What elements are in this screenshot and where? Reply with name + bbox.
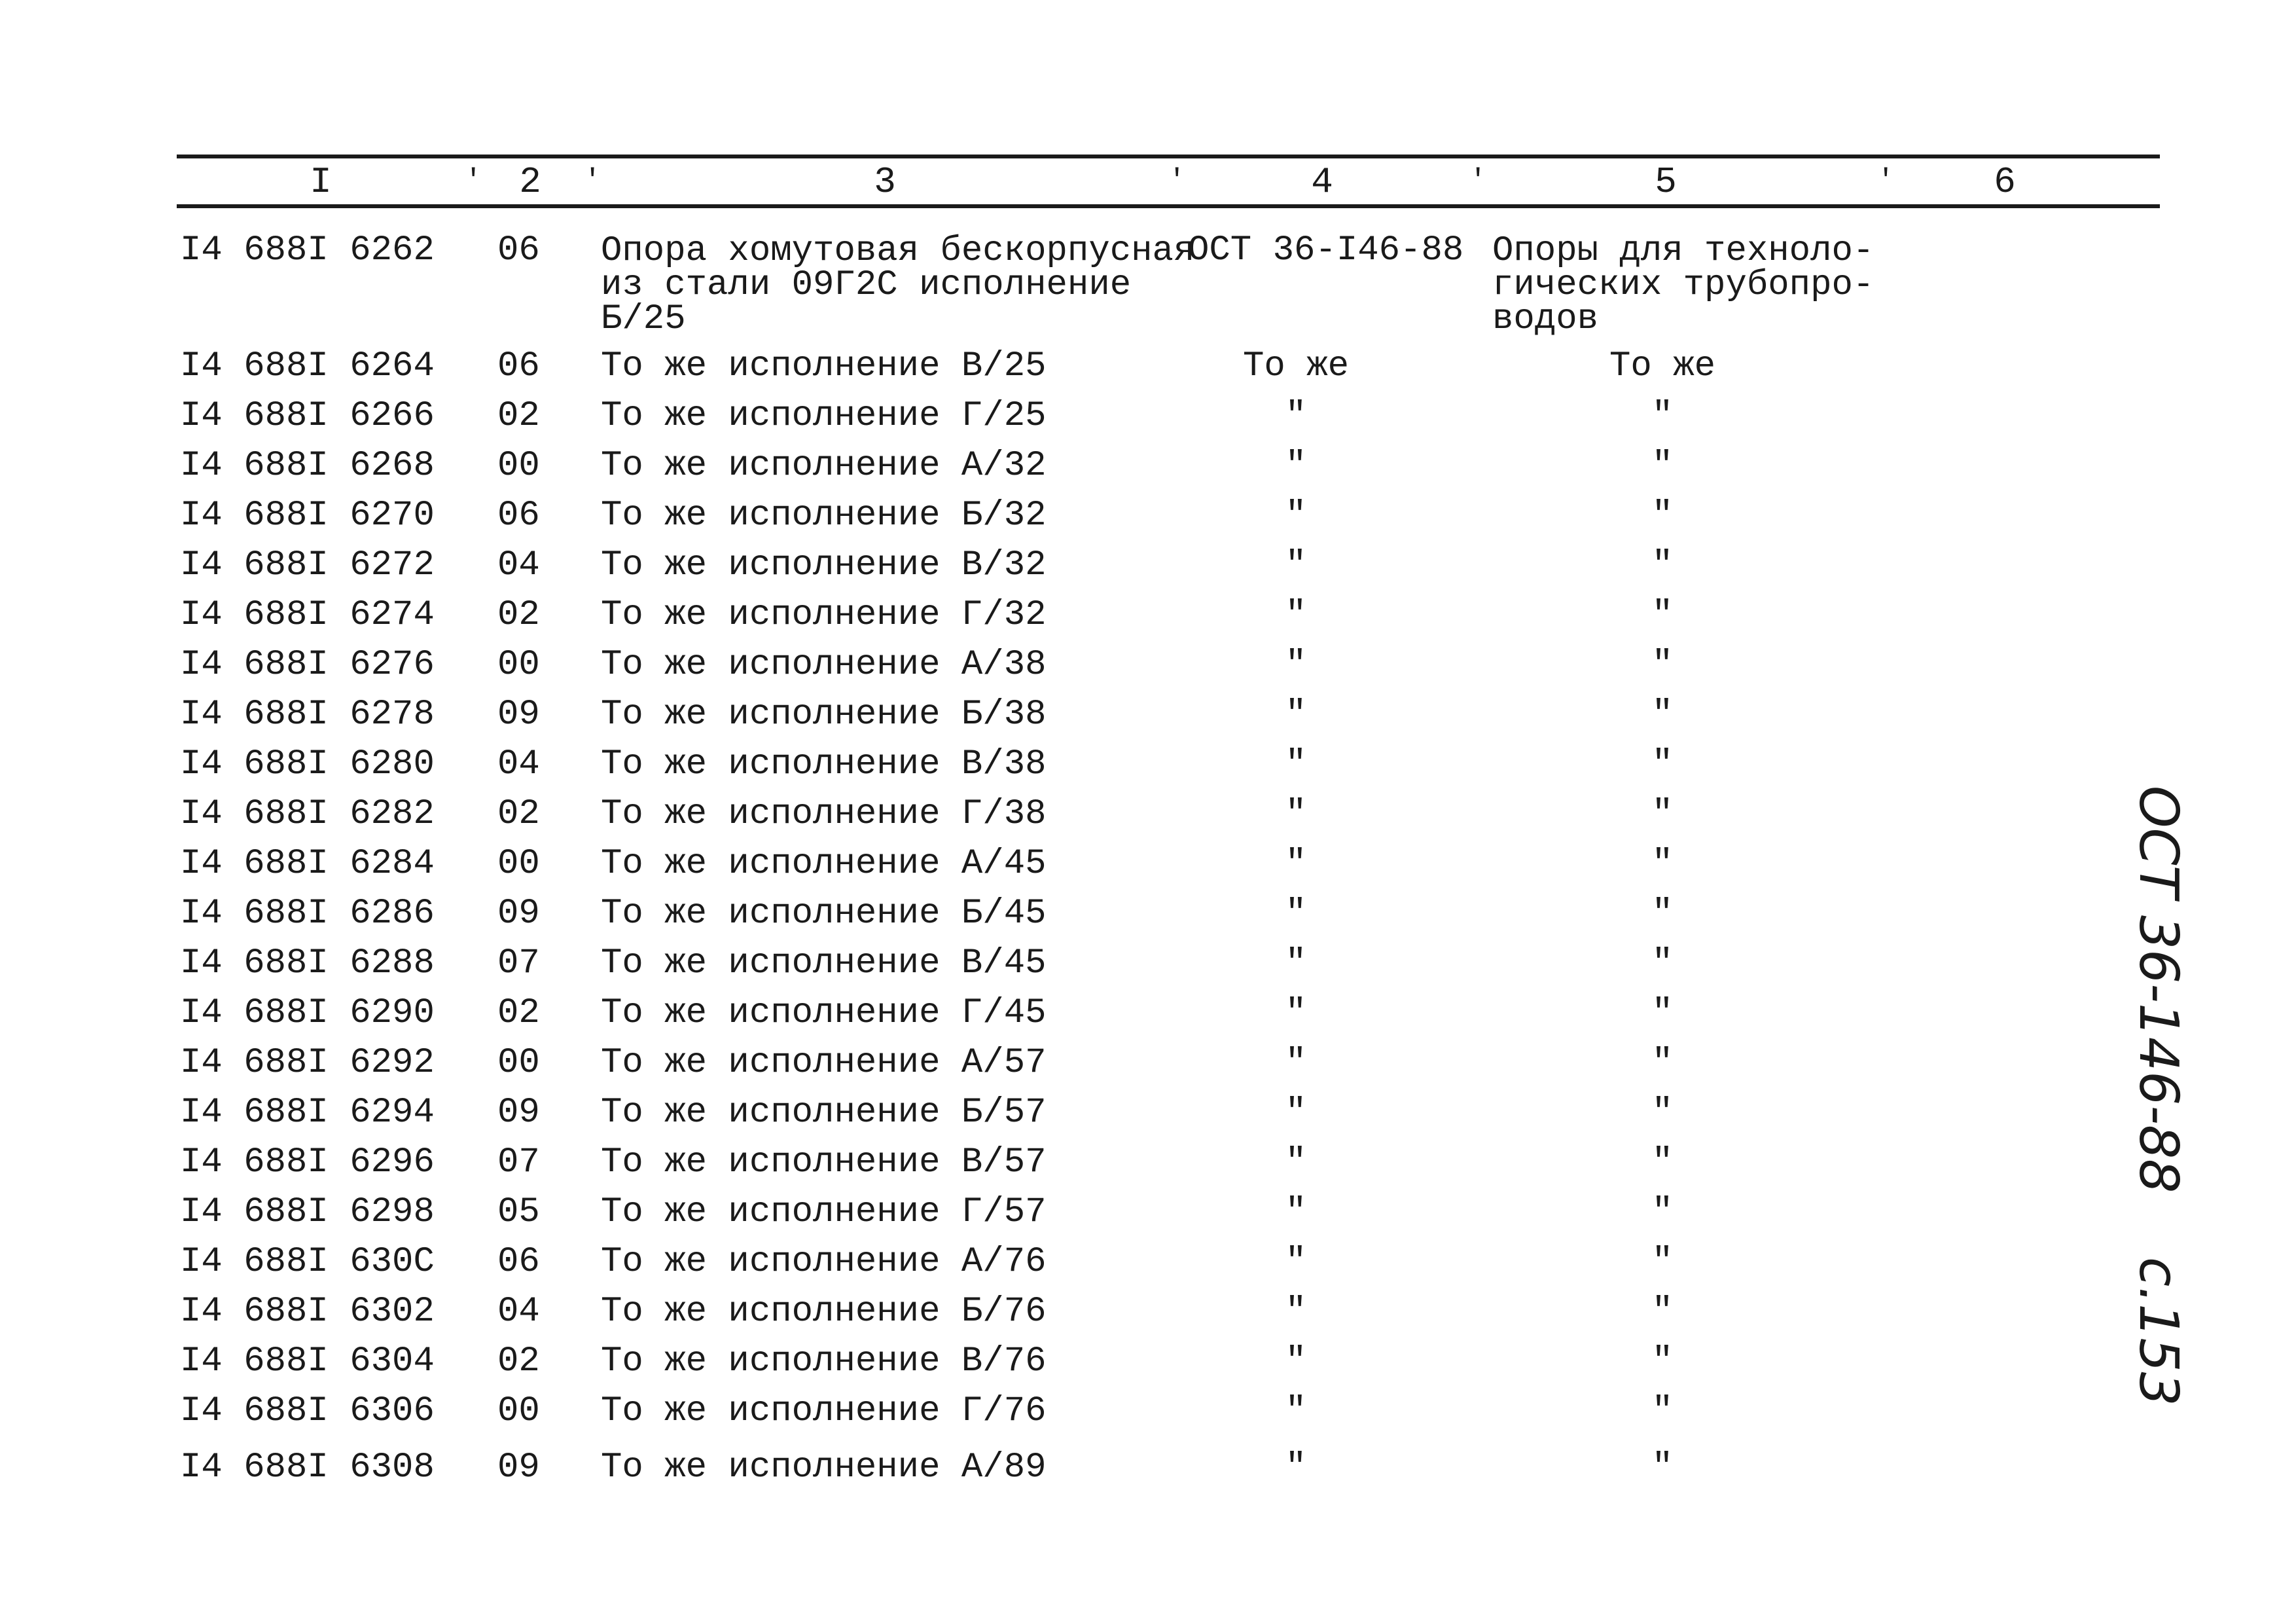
header-separator: ' <box>584 164 601 197</box>
row-col5: " <box>1651 645 1674 685</box>
row-variant: 04 <box>497 744 540 784</box>
row-col4: " <box>1285 545 1307 585</box>
row-col4: " <box>1285 744 1307 784</box>
row-col4: " <box>1285 1192 1307 1232</box>
row-col4: " <box>1285 1242 1307 1282</box>
row-code: I4 688I 6284 <box>180 844 435 884</box>
row-col4: " <box>1285 496 1307 536</box>
header-separator: ' <box>1469 164 1487 197</box>
row-col5: " <box>1651 1242 1674 1282</box>
row-name: То же исполнение Б/38 <box>601 695 1047 735</box>
header-col-4: 4 <box>1311 161 1333 203</box>
row-col5: " <box>1651 894 1674 934</box>
row-name-line: Опора хомутовая бескорпусная <box>601 231 1195 271</box>
row-col5: То же <box>1609 346 1716 386</box>
row-purpose-line: Опоры для техноло- <box>1492 231 1874 271</box>
row-code: I4 688I 6282 <box>180 794 435 834</box>
row-code: I4 688I 6264 <box>180 346 435 386</box>
row-variant: 00 <box>497 844 540 884</box>
row-variant: 09 <box>497 894 540 934</box>
row-col4: " <box>1285 943 1307 983</box>
row-code: I4 688I 6292 <box>180 1043 435 1083</box>
row-col4: " <box>1285 1292 1307 1332</box>
row-name: То же исполнение Г/38 <box>601 794 1047 834</box>
row-col5: " <box>1651 1192 1674 1232</box>
row-code: I4 688I 6294 <box>180 1093 435 1133</box>
row-name: То же исполнение В/76 <box>601 1341 1047 1381</box>
row-code: I4 688I 6274 <box>180 595 435 635</box>
row-col4: " <box>1285 695 1307 735</box>
header-col-5: 5 <box>1655 161 1677 203</box>
row-variant: 07 <box>497 943 540 983</box>
row-variant: 02 <box>497 1341 540 1381</box>
row-variant: 00 <box>497 1043 540 1083</box>
margin-standard-code-text: ОСТ 36-146-88 <box>2127 786 2189 1194</box>
row-code: I4 688I 6302 <box>180 1292 435 1332</box>
header-separator: ' <box>1877 164 1895 197</box>
row-col5: " <box>1651 446 1674 486</box>
row-col5: " <box>1651 1391 1674 1431</box>
row-col4: " <box>1285 1448 1307 1487</box>
row-name: То же исполнение А/45 <box>601 844 1047 884</box>
row-variant: 06 <box>497 230 540 270</box>
row-variant: 09 <box>497 695 540 735</box>
row-variant: 00 <box>497 645 540 685</box>
row-col5: " <box>1651 496 1674 536</box>
row-name: То же исполнение Б/32 <box>601 496 1047 536</box>
row-col4: " <box>1285 645 1307 685</box>
row-col5: " <box>1651 1292 1674 1332</box>
row-name: То же исполнение В/25 <box>601 346 1047 386</box>
row-variant: 06 <box>497 346 540 386</box>
row-code: I4 688I 6306 <box>180 1391 435 1431</box>
row-code: I4 688I 6278 <box>180 695 435 735</box>
table-header-rule <box>177 204 2160 208</box>
row-col5: " <box>1651 595 1674 635</box>
row-col4: " <box>1285 1391 1307 1431</box>
row-code: I4 688I 6280 <box>180 744 435 784</box>
row-purpose-multiline <box>1492 231 1874 339</box>
row-name: То же исполнение А/57 <box>601 1043 1047 1083</box>
row-name: То же исполнение А/89 <box>601 1448 1047 1487</box>
row-name-line: Б/25 <box>601 299 686 339</box>
row-code: I4 688I 6266 <box>180 396 435 436</box>
row-variant: 02 <box>497 794 540 834</box>
row-variant: 00 <box>497 446 540 486</box>
row-col5: " <box>1651 844 1674 884</box>
row-col4: " <box>1285 595 1307 635</box>
row-name: То же исполнение Г/76 <box>601 1391 1047 1431</box>
row-variant: 02 <box>497 396 540 436</box>
row-col5: " <box>1651 794 1674 834</box>
table-top-rule <box>177 155 2160 158</box>
row-col5: " <box>1651 545 1674 585</box>
row-variant: 02 <box>497 595 540 635</box>
row-name-line: из стали 09Г2С исполнение <box>601 265 1132 305</box>
row-variant: 09 <box>497 1448 540 1487</box>
row-col5: " <box>1651 943 1674 983</box>
row-col4: " <box>1285 446 1307 486</box>
row-col4: " <box>1285 396 1307 436</box>
row-code: I4 688I 6308 <box>180 1448 435 1487</box>
row-name: То же исполнение В/45 <box>601 943 1047 983</box>
row-name: То же исполнение Г/25 <box>601 396 1047 436</box>
header-col-6: 6 <box>1994 161 2016 203</box>
row-code: I4 688I 6286 <box>180 894 435 934</box>
row-col5: " <box>1651 1093 1674 1133</box>
row-variant: 04 <box>497 545 540 585</box>
row-col5: " <box>1651 744 1674 784</box>
row-name: То же исполнение А/38 <box>601 645 1047 685</box>
row-standard: ОСТ 36-I46-88 <box>1188 230 1464 270</box>
row-purpose-line: водов <box>1492 299 1599 339</box>
row-col4: " <box>1285 794 1307 834</box>
row-code: I4 688I 6272 <box>180 545 435 585</box>
row-variant: 07 <box>497 1142 540 1182</box>
row-name: То же исполнение Б/45 <box>601 894 1047 934</box>
row-col5: " <box>1651 1142 1674 1182</box>
row-col4: " <box>1285 1093 1307 1133</box>
row-name: То же исполнение Б/57 <box>601 1093 1047 1133</box>
row-variant: 04 <box>497 1292 540 1332</box>
row-name: То же исполнение Б/76 <box>601 1292 1047 1332</box>
row-col5: " <box>1651 396 1674 436</box>
row-name: То же исполнение А/76 <box>601 1242 1047 1282</box>
row-col5: " <box>1651 1448 1674 1487</box>
header-separator: ' <box>1168 164 1186 197</box>
row-col4: " <box>1285 894 1307 934</box>
row-name: То же исполнение Г/32 <box>601 595 1047 635</box>
row-col5: " <box>1651 1043 1674 1083</box>
row-variant: 06 <box>497 496 540 536</box>
row-purpose-line: гических трубопро- <box>1492 265 1874 305</box>
row-code: I4 688I 6298 <box>180 1192 435 1232</box>
row-name: То же исполнение Г/45 <box>601 993 1047 1033</box>
header-col-2: 2 <box>519 161 541 203</box>
row-name: То же исполнение В/57 <box>601 1142 1047 1182</box>
row-name-multiline <box>601 231 1195 339</box>
row-variant: 09 <box>497 1093 540 1133</box>
margin-page-number-text: с.153 <box>2127 1257 2189 1406</box>
row-code: I4 688I 6268 <box>180 446 435 486</box>
row-code: I4 688I 6304 <box>180 1341 435 1381</box>
row-name: То же исполнение Г/57 <box>601 1192 1047 1232</box>
header-separator: ' <box>465 164 482 197</box>
row-code: I4 688I 6288 <box>180 943 435 983</box>
row-col5: " <box>1651 993 1674 1033</box>
row-col4: " <box>1285 1043 1307 1083</box>
row-variant: 00 <box>497 1391 540 1431</box>
header-col-1: I <box>310 161 332 203</box>
row-code: I4 688I 6270 <box>180 496 435 536</box>
row-code: I4 688I 6290 <box>180 993 435 1033</box>
row-code: I4 688I 6262 <box>180 230 435 270</box>
row-code: I4 688I 6296 <box>180 1142 435 1182</box>
row-name: То же исполнение В/32 <box>601 545 1047 585</box>
row-name: То же исполнение В/38 <box>601 744 1047 784</box>
header-col-3: 3 <box>874 161 896 203</box>
row-variant: 06 <box>497 1242 540 1282</box>
row-col5: " <box>1651 1341 1674 1381</box>
row-col4: " <box>1285 1142 1307 1182</box>
row-code: I4 688I 6276 <box>180 645 435 685</box>
row-col5: " <box>1651 695 1674 735</box>
row-variant: 05 <box>497 1192 540 1232</box>
row-name: То же исполнение А/32 <box>601 446 1047 486</box>
row-col4: " <box>1285 1341 1307 1381</box>
row-code: I4 688I 630C <box>180 1242 435 1282</box>
row-col4: То же <box>1242 346 1350 386</box>
row-col4: " <box>1285 844 1307 884</box>
row-col4: " <box>1285 993 1307 1033</box>
row-variant: 02 <box>497 993 540 1033</box>
